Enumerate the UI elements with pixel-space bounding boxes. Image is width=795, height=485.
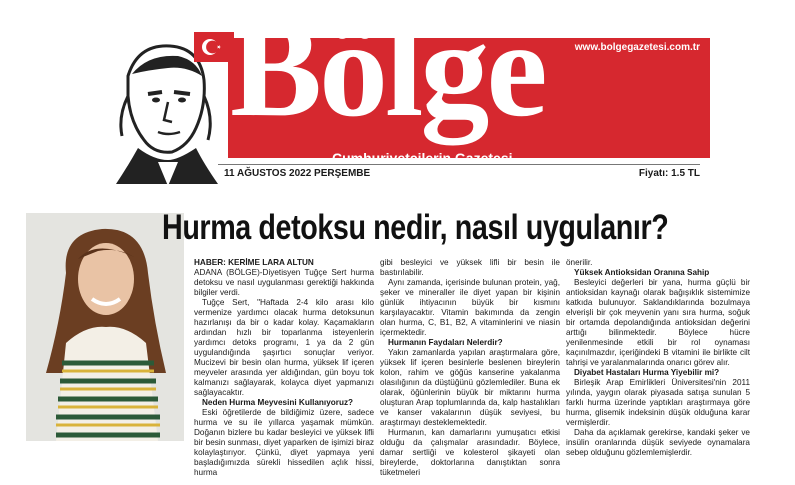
subheading: Yüksek Antioksidan Oranına Sahip [574, 268, 710, 277]
paragraph: ADANA (BÖLGE)-Diyetisyen Tuğçe Sert hurma detoksu ve nasıl uygulanması gerektiği hakkında bilgiler verdi. [194, 268, 374, 297]
brand-subtitle: Cumhuriyetçilerin Gazetesi [332, 150, 513, 166]
website-url[interactable]: www.bolgegazetesi.com.tr [574, 42, 700, 53]
article-headline: Hurma detoksu nedir, nasıl uygulanır? [162, 208, 669, 247]
masthead-banner [228, 0, 710, 166]
subheading: Diyabet Hastaları Hurma Yiyebilir mi? [574, 368, 720, 377]
paragraph: Birleşik Arap Emirlikleri Üniversitesi'nin 2011 yılında, yaygın olarak piyasada satışa sunulan 5 farklı hurma üzerinde yaptıkları araştırmaya göre hurma, glisemik indeksinin düşük olduğuna karar vermişlerdir. [566, 378, 750, 427]
article-column-3 [566, 258, 750, 458]
paragraph: önerilir. [566, 258, 593, 267]
paragraph: Hurmanın, kan damarlarını yumuşatıcı etkisi olduğu da çalışmalar arasındadır. Böylece, damar sertliği ve kolesterol şikayeti olan bireylerde, doktorlarına danıştıktan sonra tüketmeleri [380, 428, 560, 477]
paragraph: Eski öğretilerde de bildiğimiz üzere, sadece hurma ve su ile yıllarca yaşamak mümkün. Doğanın bizlere bu kadar besleyici ve yüksek lifli bir besin sunması, diyet yaparken de işimizi biraz kolaylaştırıyor. Çünkü, diyet yapmaya yeni başladığımızda sürekli hissedilen açlık hissi, hurma [194, 408, 374, 477]
brand-logo: Bölge [230, 0, 545, 145]
issue-price: Fiyatı: 1.5 TL [638, 168, 700, 179]
paragraph: Tuğçe Sert, "Haftada 2-4 kilo arası kilo vermenize yardımcı olacak hurma detoksunun hazırlanışı da bir o kadar kolay. Kaçamakların ardından hızlı bir toparlanma isteyenlerin yardımcı detoks programı, 1 ya da 2 gün uygulandığında şaşırtıcı sonuçlar veriyor. Mucizevi bir besin olan hurma, yüksek lif içeren meyveler arasında yer aldığından, gün boyu tok kalmanızı sağlayarak, kolayca diyet yapmanızı sağlayacaktır. [194, 298, 374, 397]
article-column-1 [194, 258, 374, 478]
paragraph: Besleyici değerleri bir yana, hurma güçlü bir antioksidan kaynağı olarak bağışıklık sistemimize katkıda bulunuyor. Saklandıklarında bozulmaya elverişli bir çok meyvenin yanı sıra hurma, soğuk bir ortamda depolandığında antioksidan değerini arttığı bilinmektedir. Böylece hücre yenilenmesinde etkili bir rol oynaması kaçınılmazdır, içeriğindeki B vitamini ile birlikte cilt tahrişi ve yaralanmalarında onarıcı görev alır. [566, 278, 750, 367]
masthead [108, 0, 700, 180]
paragraph: Yakın zamanlarda yapılan araştırmalara göre, yüksek lif içeren besinlerle beslenen bireylerin kolon, rahim ve göğüs kanserine yakalanma olasılığının da düştüğünü gözlemlediler. Buna ek olarak, öğünlerinin büyük bir miktarını hurma oluşturan Arap toplumlarında da, kalp hastalıkları ve kanser vakalarının düşük seviyesi, bu araştırmayı desteklemektedir. [380, 348, 560, 427]
article-column-2 [380, 258, 560, 478]
paragraph: Aynı zamanda, içerisinde bulunan protein, yağ, şeker ve mineraller ile diyet yapan bir kişinin günlük ihtiyacının büyük bir kısmını karşılayacaktır. Vitamin bakımında da zengin olan hurma, C, B1, B2, A vitaminlerini ve niasin içermektedir. [380, 278, 560, 337]
paragraph: Daha da açıklamak gerekirse, kandaki şeker ve insülin oranlarında düşük seviyede oynamalara sebep olduğunu gözlemlemişlerdir. [566, 428, 750, 457]
dateline [218, 164, 700, 179]
paragraph: gibi besleyici ve yüksek lifli bir besin ile bastırılabilir. [380, 258, 560, 277]
author-photo [26, 213, 184, 441]
article-byline: HABER: KERİME LARA ALTUN [194, 258, 314, 267]
issue-date: 11 AĞUSTOS 2022 PERŞEMBE [224, 168, 371, 179]
subheading: Hurmanın Faydaları Nelerdir? [388, 338, 503, 347]
subheading: Neden Hurma Meyvesini Kullanıyoruz? [202, 398, 354, 407]
